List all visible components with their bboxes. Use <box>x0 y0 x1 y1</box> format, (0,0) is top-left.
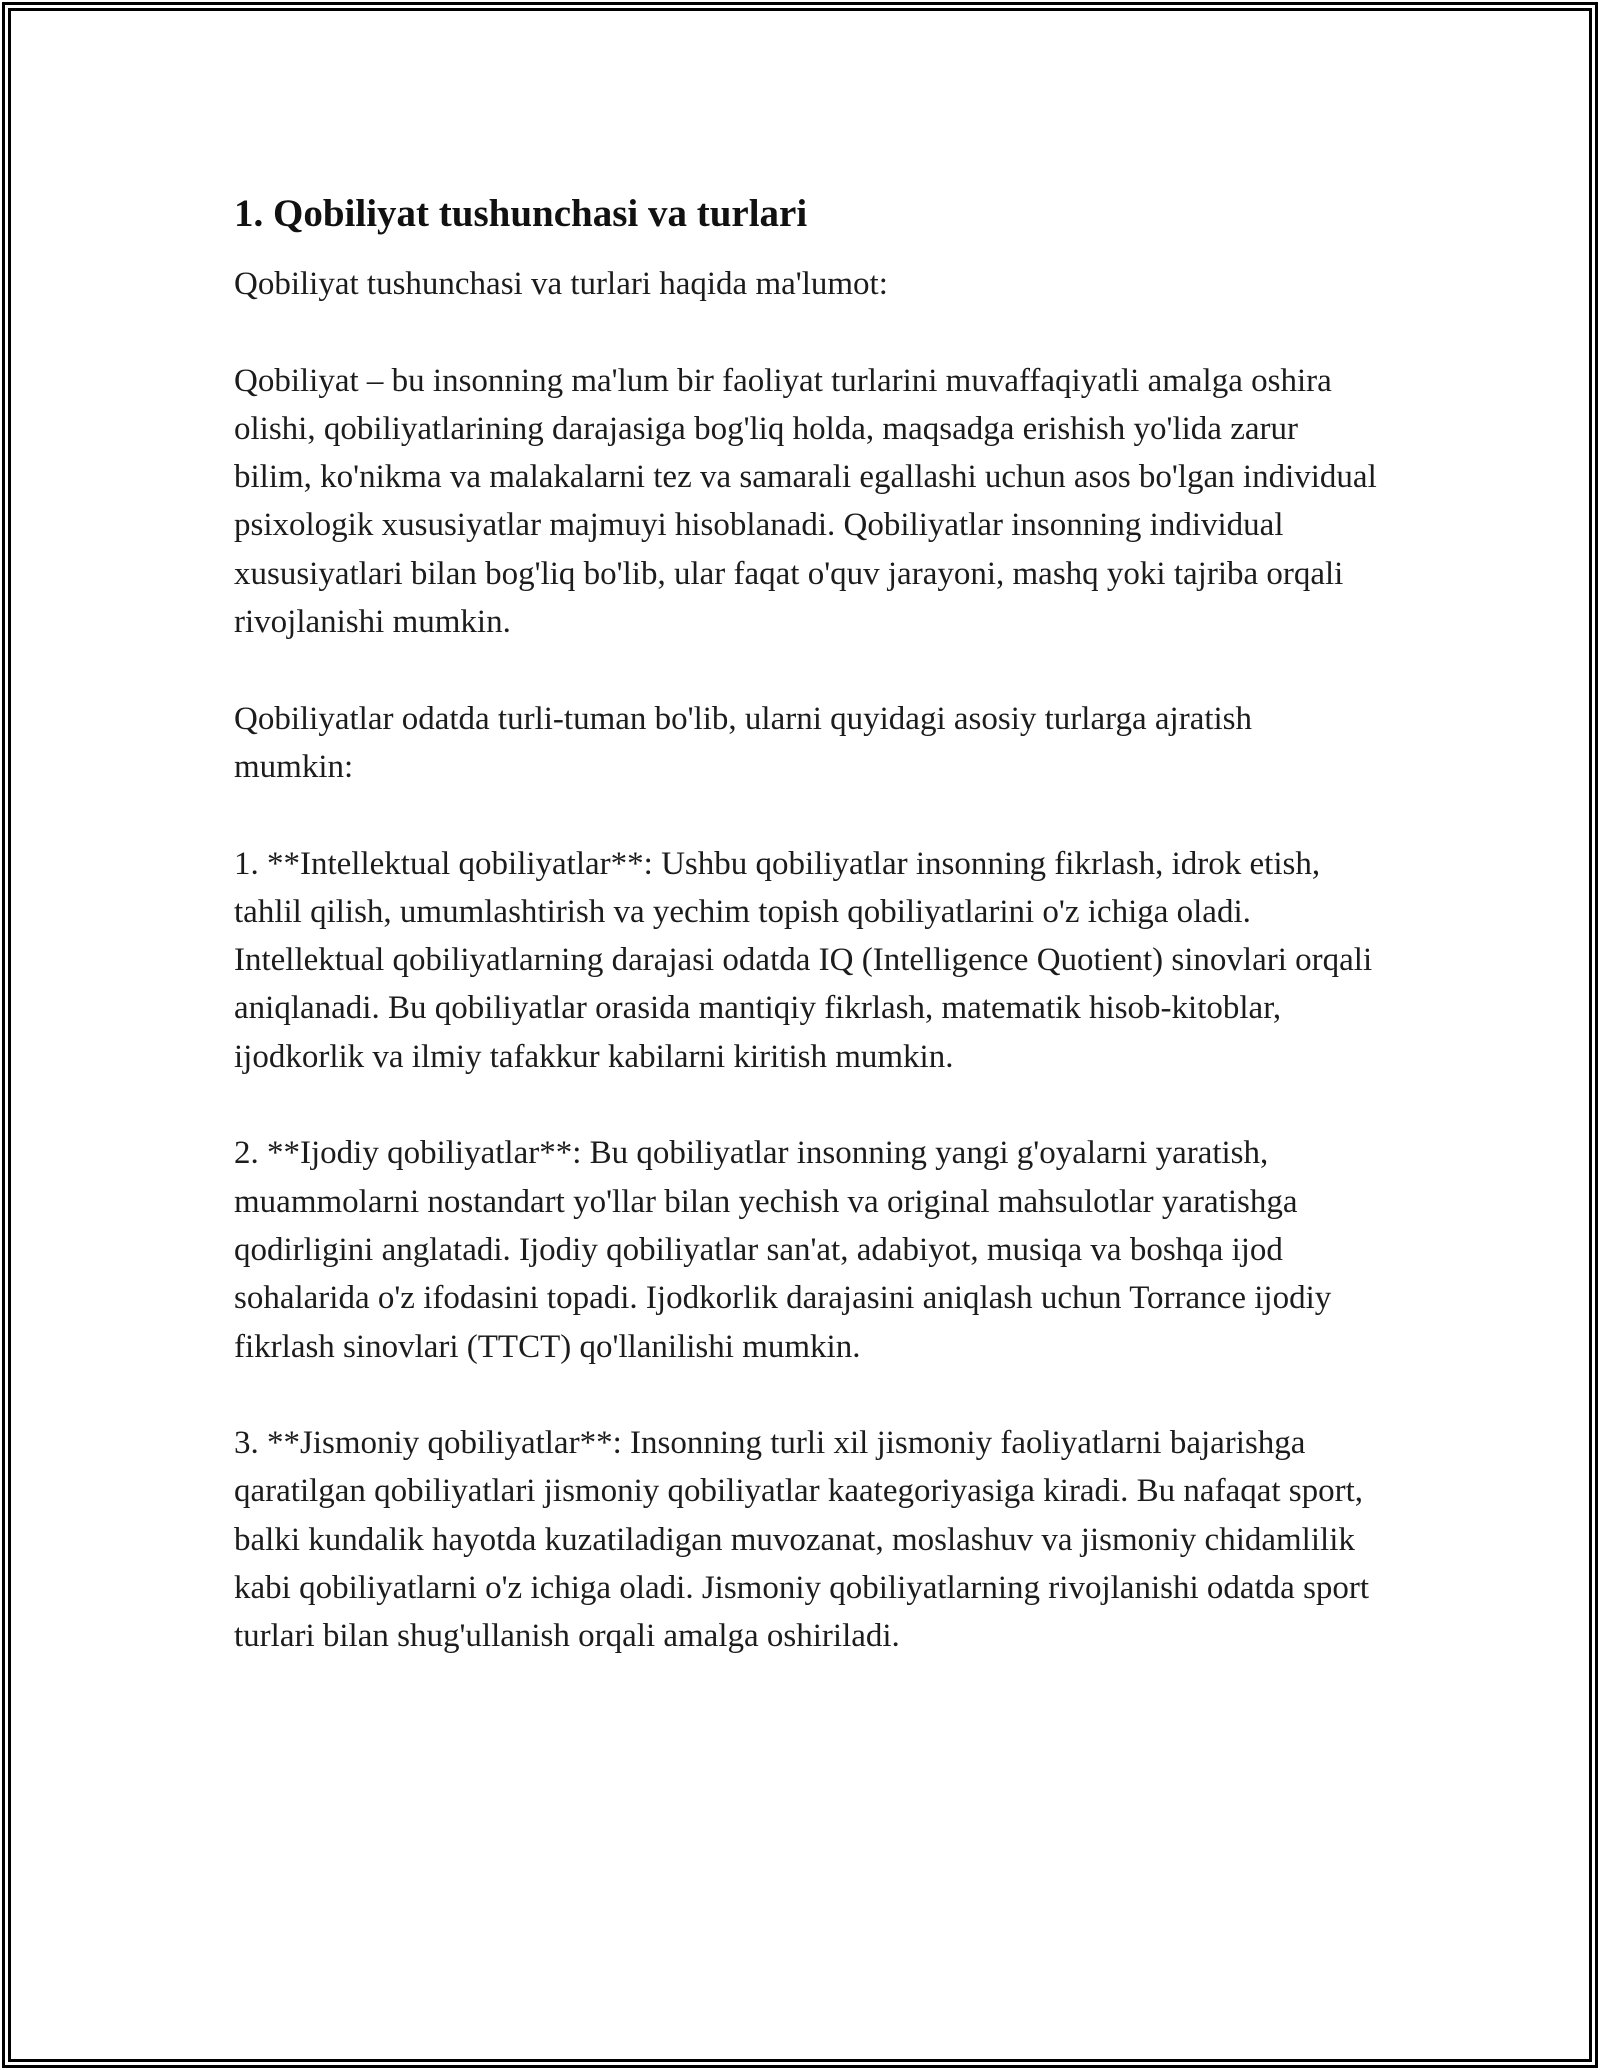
intro-line: Qobiliyat tushunchasi va turlari haqida ma'lumot: <box>234 266 888 302</box>
types-intro-paragraph: Qobiliyatlar odatda turli-tuman bo'lib, ularni quyidagi asosiy turlarga ajratish mumkin: <box>234 700 1253 785</box>
definition-paragraph: Qobiliyat – bu insonning ma'lum bir faoliyat turlarini muvaffaqiyatli amalga oshira olishi, qobiliyatlarining darajasiga bog'liq holda, maqsadga erishish yo'lida zarur bilim, ko'nikma va malakalarni tez va samarali egallashi uchun asos bo'lgan individual psixologik xususiyatlar majmuyi hisoblanadi. Qobiliyatlar insonning individual xususiyatlari bilan bog'liq bo'lib, ular faqat o'quv jarayoni, mashq yoki tajriba orqali rivojlanishi mumkin. <box>234 362 1377 641</box>
section-heading: 1. Qobiliyat tushunchasi va turlari <box>234 192 808 235</box>
physical-abilities-paragraph: 3. **Jismoniy qobiliyatlar**: Insonning turli xil jismoniy faoliyatlarni bajarishga qaratilgan qobiliyatlari jismoniy qobiliyatlar kaategoriyasiga kiradi. Bu nafaqat sport, balki kundalik hayotda kuzatiladigan muvozanat, moslashuv va jismoniy chidamlilik kabi qobiliyatlarni o'z ichiga oladi. Jismoniy qobiliyatlarning rivojlanishi odatda sport turlari bilan shug'ullanish orqali amalga oshiriladi. <box>234 1425 1370 1655</box>
document-body <box>234 186 1379 1661</box>
intellectual-abilities-paragraph: 1. **Intellektual qobiliyatlar**: Ushbu qobiliyatlar insonning fikrlash, idrok etish, tahlil qilish, umumlashtirish va yechim topish qobiliyatlarini o'z ichiga oladi. Intellektual qobiliyatlarning darajasi odatda IQ (Intelligence Quotient) sinovlari orqali aniqlanadi. Bu qobiliyatlar orasida mantiqiy fikrlash, matematik hisob-kitoblar, ijodkorlik va ilmiy tafakkur kabilarni kiritish mumkin. <box>234 845 1373 1075</box>
creative-abilities-paragraph: 2. **Ijodiy qobiliyatlar**: Bu qobiliyatlar insonning yangi g'oyalarni yaratish, muammolarni nostandart yo'llar bilan yechish va original mahsulotlar yaratishga qodirligini anglatadi. Ijodiy qobiliyatlar san'at, adabiyot, musiqa va boshqa ijod sohalarida o'z ifodasini topadi. Ijodkorlik darajasini aniqlash uchun Torrance ijodiy fikrlash sinovlari (TTCT) qo'llanilishi mumkin. <box>234 1135 1332 1365</box>
